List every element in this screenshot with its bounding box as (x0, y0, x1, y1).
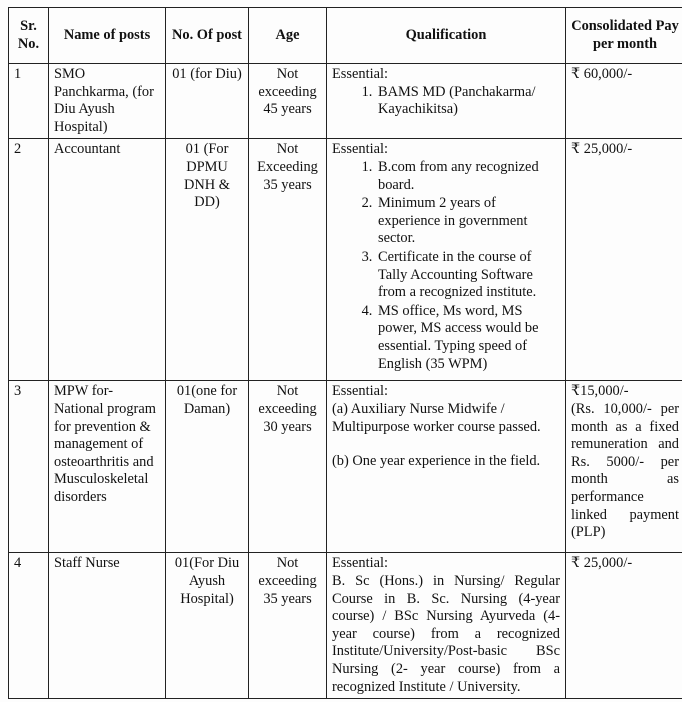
pay-note: (Rs. 10,000/- per month as a fixed remuneration and Rs. 5000/- per month as performance linked payment (PLP) (571, 400, 679, 541)
row-age: Not exceeding 30 years (249, 381, 327, 553)
qualification-text: B. Sc (Hons.) in Nursing/ Regular Course in B. Sc. Nursing (4-year course) / BSc Nursing Ayurveda (4-year course) from a recognized Institute/University/Post-basic BSc Nursing (2- year course) from a recognized Institute / University. (332, 572, 560, 695)
qualification-list (332, 84, 560, 119)
row-pay: ₹ 25,000/- (566, 139, 682, 381)
row-post-name: Staff Nurse (49, 553, 166, 699)
row-pay: ₹ 60,000/- (566, 64, 682, 139)
row-pay (566, 381, 682, 553)
row-no-of-post: 01(For Diu Ayush Hospital) (166, 553, 249, 699)
row-age: Not exceeding 45 years (249, 64, 327, 139)
spacer (332, 436, 560, 453)
row-qualification (327, 381, 566, 553)
qualification-heading: Essential: (332, 383, 388, 400)
table-row (9, 139, 682, 381)
qualification-item: 2. Minimum 2 years of experience in government sector. (376, 195, 560, 248)
header-name-of-posts: Name of posts (49, 8, 166, 64)
row-sr-no: 1 (9, 64, 49, 139)
qualification-item: 4. MS office, Ms word, MS power, MS access would be essential. Typing speed of English (35 WPM) (376, 303, 560, 373)
row-sr-no: 4 (9, 553, 49, 699)
row-no-of-post: 01 (For DPMU DNH & DD) (166, 139, 249, 381)
table-header-row (9, 8, 682, 64)
row-no-of-post: 01 (for Diu) (166, 64, 249, 139)
row-post-name: SMO Panchkarma, (for Diu Ayush Hospital) (49, 64, 166, 139)
qualification-list (332, 159, 560, 373)
row-post-name: MPW for- National program for prevention & management of osteoarthritis and Musculoskeletal disorders (49, 381, 166, 553)
qualification-heading: Essential: (332, 66, 388, 82)
row-age: Not Exceeding 35 years (249, 139, 327, 381)
header-qualification: Qualification (327, 8, 566, 64)
qualification-item: 3. Certificate in the course of Tally Accounting Software from a recognized institute. (376, 249, 560, 302)
qualification-item: 1. BAMS MD (Panchakarma/ Kayachikitsa) (376, 84, 560, 119)
table-row (9, 64, 682, 139)
row-sr-no: 2 (9, 139, 49, 381)
row-no-of-post: 01(one for Daman) (166, 381, 249, 553)
header-age: Age (249, 8, 327, 64)
qualification-item: 1. B.com from any recognized board. (376, 159, 560, 194)
row-sr-no: 3 (9, 381, 49, 553)
posts-table (8, 7, 682, 699)
qualification-heading: Essential: (332, 141, 388, 158)
table-row (9, 553, 682, 699)
pay-amount: ₹15,000/- (571, 383, 629, 400)
header-no-of-post: No. Of post (166, 8, 249, 64)
qualification-item-a: (a) Auxiliary Nurse Midwife / Multipurpose worker course passed. (332, 400, 541, 435)
qualification-heading: Essential: (332, 555, 388, 572)
row-post-name: Accountant (49, 139, 166, 381)
row-qualification (327, 64, 566, 139)
qualification-item-b: (b) One year experience in the field. (332, 453, 541, 470)
row-pay: ₹ 25,000/- (566, 553, 682, 699)
row-age: Not exceeding 35 years (249, 553, 327, 699)
header-consolidated-pay: Consolidated Pay per month (566, 8, 682, 64)
row-qualification (327, 553, 566, 699)
header-sr-no: Sr. No. (9, 8, 49, 64)
table-row (9, 381, 682, 553)
row-qualification (327, 139, 566, 381)
